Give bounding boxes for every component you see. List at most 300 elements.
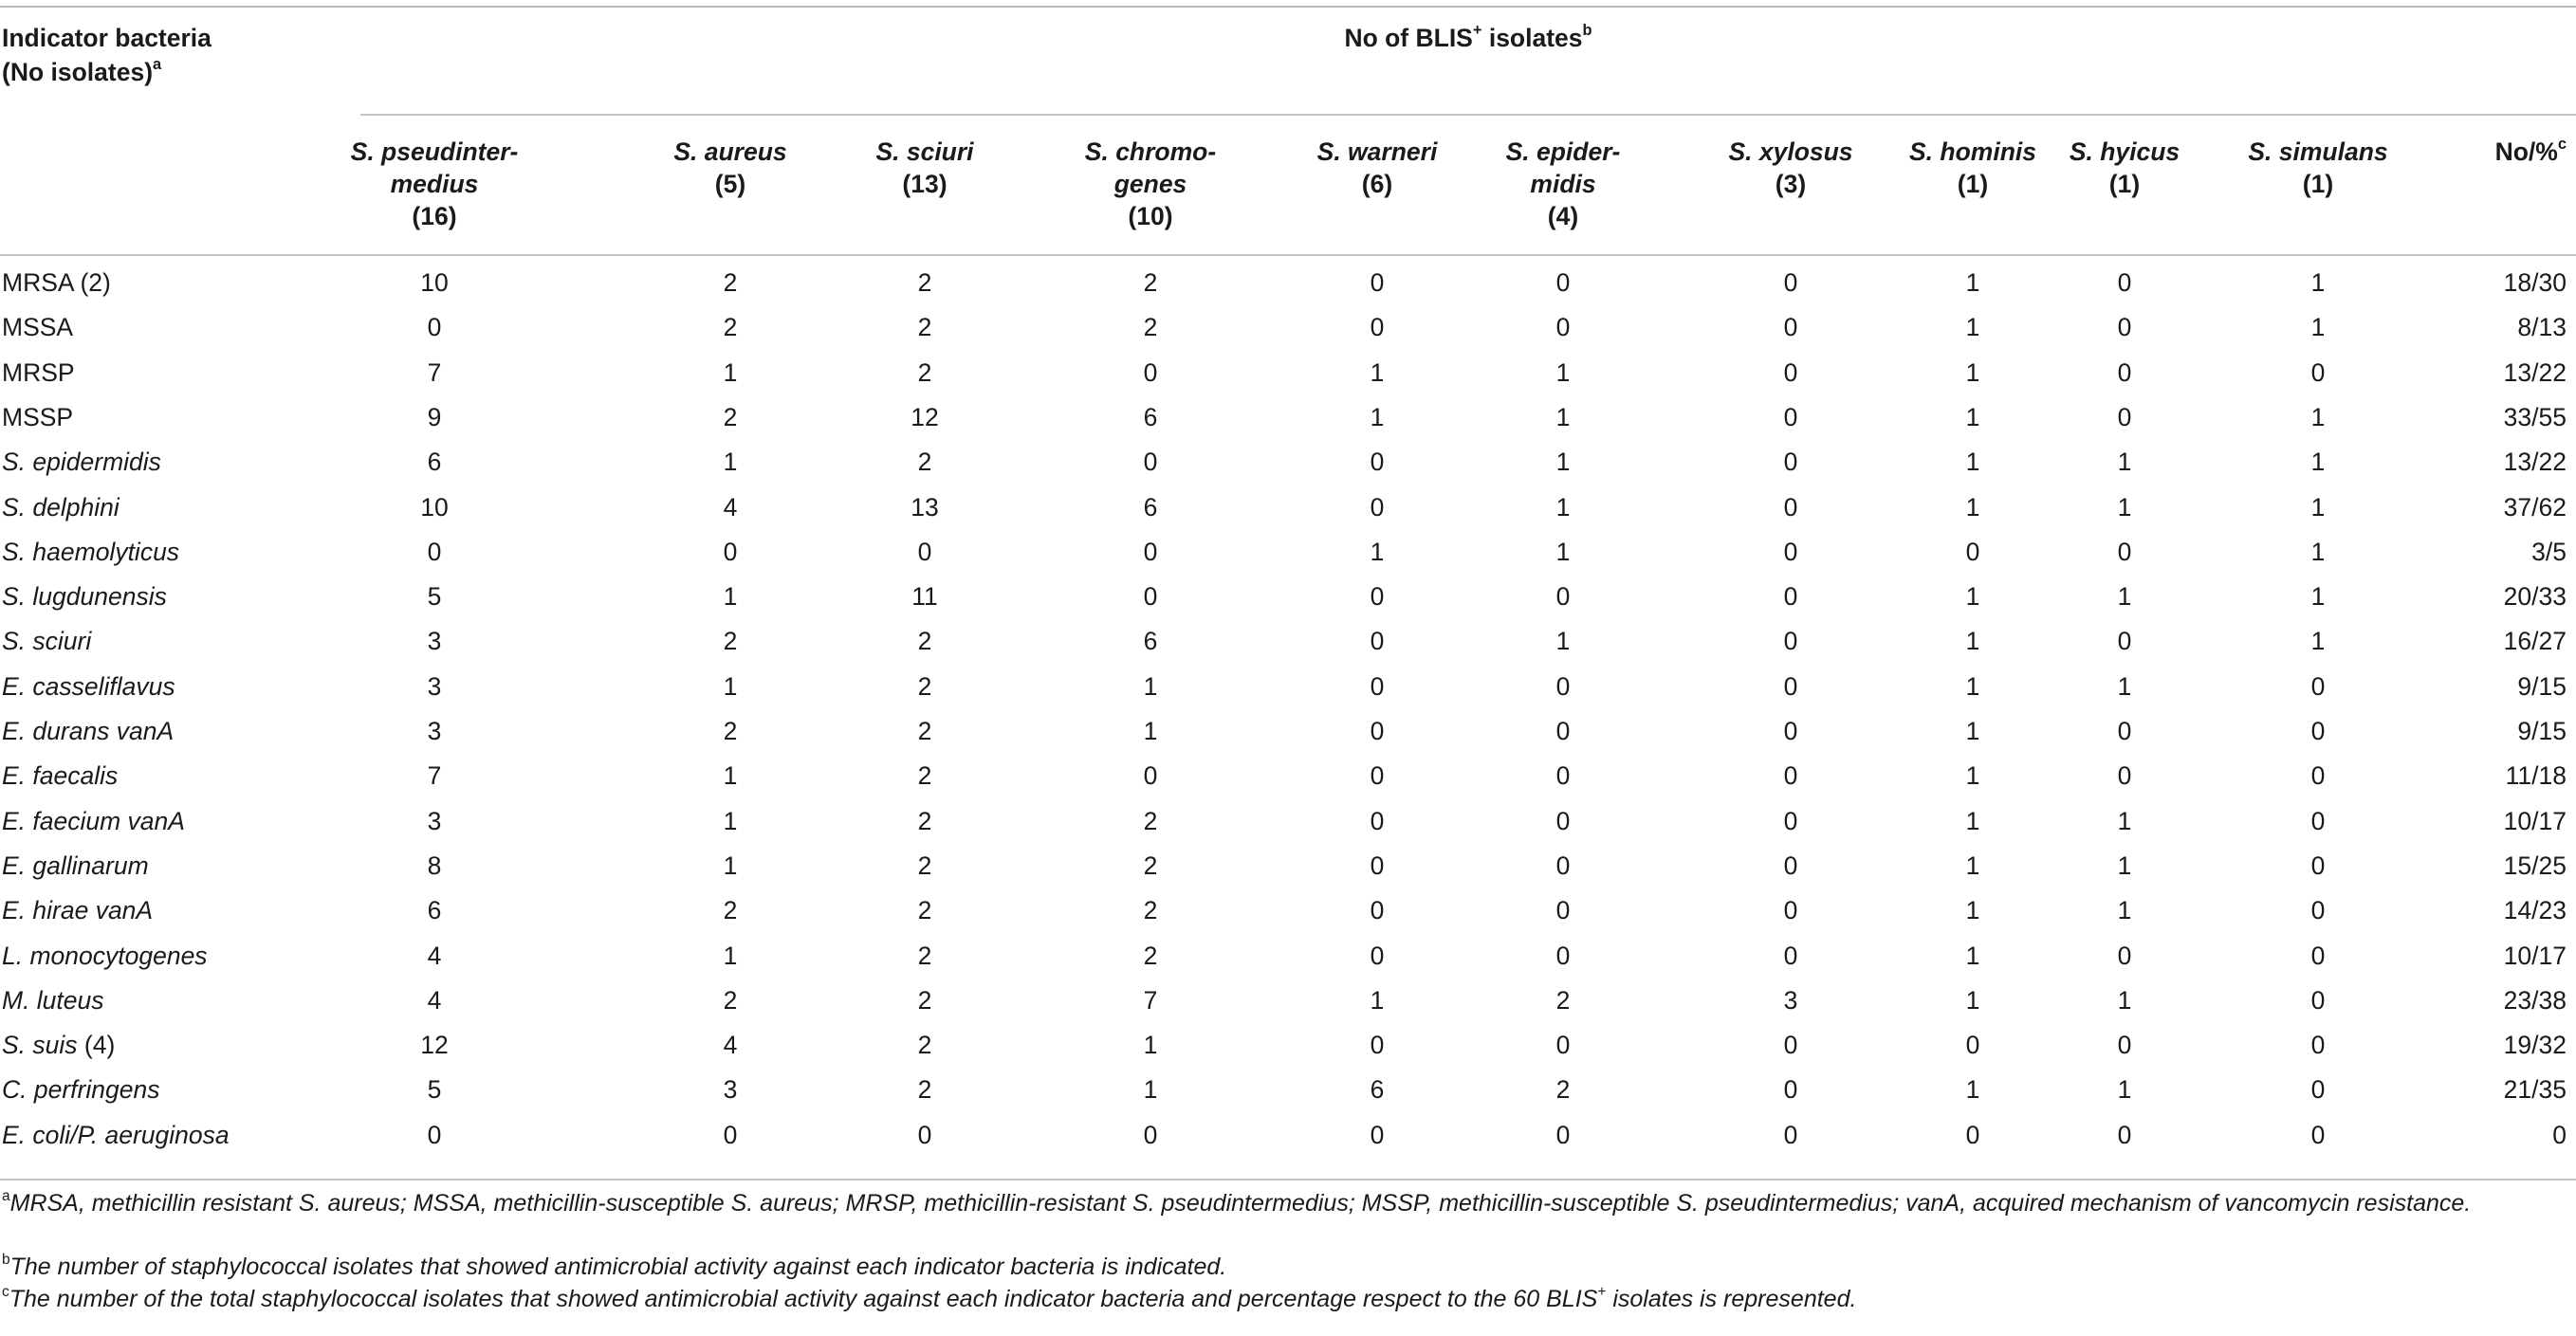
column-header-name: S. simulans bbox=[2248, 137, 2388, 166]
total-cell: 8/13 bbox=[2517, 313, 2567, 342]
table-cell: 1 bbox=[723, 582, 738, 612]
table-cell: 1 bbox=[2310, 313, 2326, 342]
table-cell: 1 bbox=[2117, 985, 2132, 1015]
table-cell: 0 bbox=[2117, 537, 2132, 566]
table-cell: 1 bbox=[1143, 1075, 1158, 1105]
table-cell: 3 bbox=[427, 671, 442, 701]
column-header bbox=[2209, 136, 2427, 200]
table-cell: 0 bbox=[2310, 1120, 2326, 1149]
table-row bbox=[0, 486, 2576, 531]
table-cell: 0 bbox=[1370, 627, 1385, 656]
table-cell: 1 bbox=[2310, 268, 2326, 297]
table-cell: 0 bbox=[2117, 717, 2132, 745]
table-cell: 3 bbox=[1783, 985, 1798, 1015]
footnote-c-plus: + bbox=[1597, 1283, 1607, 1300]
table-cell: 0 bbox=[1783, 492, 1798, 522]
footnote-mark-b: b bbox=[1582, 22, 1592, 40]
table-cell: 2 bbox=[723, 402, 738, 431]
table-cell: 1 bbox=[2310, 402, 2326, 431]
row-label bbox=[2, 1121, 230, 1150]
table-cell: 2 bbox=[917, 313, 932, 342]
table-cell: 1 bbox=[1555, 357, 1571, 387]
row-label-count: (2) bbox=[73, 268, 111, 297]
column-header-count: (6) bbox=[1361, 170, 1393, 198]
table-cell: 0 bbox=[1370, 1031, 1385, 1060]
table-cell: 1 bbox=[1965, 717, 1980, 745]
table-cell: 9 bbox=[427, 402, 442, 431]
footnote-mark-a: a bbox=[153, 56, 162, 74]
header-bottom-rule bbox=[0, 254, 2576, 256]
column-header-name-cont: midis bbox=[1530, 170, 1596, 198]
table-cell: 1 bbox=[1965, 268, 1980, 297]
row-label-name: MSSA bbox=[2, 313, 74, 342]
table-cell: 0 bbox=[427, 313, 442, 342]
table-row bbox=[0, 576, 2576, 620]
table-cell: 0 bbox=[1555, 582, 1571, 612]
table-cell: 0 bbox=[1783, 717, 1798, 745]
table-cell: 0 bbox=[1370, 671, 1385, 701]
table-cell: 5 bbox=[427, 1075, 442, 1105]
group-header-plus: + bbox=[1472, 22, 1482, 40]
table-cell: 1 bbox=[1143, 1031, 1158, 1060]
table-cell: 0 bbox=[1783, 627, 1798, 656]
row-label-name: E. faecalis bbox=[2, 761, 119, 791]
table-cell: 0 bbox=[427, 1120, 442, 1149]
row-label bbox=[2, 403, 73, 432]
table-cell: 6 bbox=[1143, 492, 1158, 522]
total-cell: 20/33 bbox=[2503, 582, 2567, 612]
table-cell: 1 bbox=[723, 671, 738, 701]
table-cell: 1 bbox=[723, 806, 738, 835]
column-header bbox=[1454, 136, 1672, 232]
table-cell: 2 bbox=[917, 671, 932, 701]
table-cell: 0 bbox=[1370, 313, 1385, 342]
table-row bbox=[0, 262, 2576, 306]
table-cell: 0 bbox=[1370, 896, 1385, 925]
total-cell: 14/23 bbox=[2503, 896, 2567, 925]
table-bottom-rule bbox=[0, 1179, 2576, 1180]
footnote-b-text: The number of staphylococcal isolates that showed antimicrobial activity against each indicator bacteria is indicated. bbox=[9, 1254, 1227, 1280]
row-label bbox=[2, 627, 91, 656]
table-cell: 1 bbox=[2117, 582, 2132, 612]
table-cell: 2 bbox=[1143, 896, 1158, 925]
table-cell: 0 bbox=[1965, 537, 1980, 566]
table-cell: 6 bbox=[1143, 402, 1158, 431]
row-header bbox=[2, 21, 212, 89]
row-label-name: S. haemolyticus bbox=[2, 537, 180, 566]
table-cell: 1 bbox=[1965, 492, 1980, 522]
table-cell: 0 bbox=[2310, 851, 2326, 880]
table-cell: 0 bbox=[1783, 806, 1798, 835]
table-cell: 1 bbox=[1555, 402, 1571, 431]
table-cell: 1 bbox=[1555, 627, 1571, 656]
table-cell: 0 bbox=[1370, 448, 1385, 477]
table-cell: 0 bbox=[2310, 1031, 2326, 1060]
table-cell: 0 bbox=[1783, 402, 1798, 431]
table-cell: 0 bbox=[1143, 537, 1158, 566]
total-cell: 15/25 bbox=[2503, 851, 2567, 880]
table-cell: 2 bbox=[917, 1031, 932, 1060]
total-cell: 13/22 bbox=[2503, 357, 2567, 387]
table-cell: 0 bbox=[1555, 896, 1571, 925]
table-cell: 1 bbox=[1965, 941, 1980, 970]
table-row bbox=[0, 889, 2576, 934]
table-cell: 1 bbox=[1370, 357, 1385, 387]
table-row bbox=[0, 1024, 2576, 1069]
table-cell: 1 bbox=[1965, 851, 1980, 880]
table-cell: 2 bbox=[723, 896, 738, 925]
table-cell: 2 bbox=[1555, 1075, 1571, 1105]
row-label bbox=[2, 493, 120, 522]
table-cell: 1 bbox=[1965, 582, 1980, 612]
row-label bbox=[2, 358, 75, 388]
table-cell: 0 bbox=[2310, 941, 2326, 970]
group-header-label: No of BLIS bbox=[1344, 24, 1473, 52]
table-cell: 0 bbox=[1965, 1031, 1980, 1060]
table-cell: 2 bbox=[917, 717, 932, 745]
table-cell: 0 bbox=[1783, 896, 1798, 925]
column-header-count: (3) bbox=[1775, 170, 1807, 198]
table-cell: 2 bbox=[917, 941, 932, 970]
table-row bbox=[0, 306, 2576, 351]
table-cell: 1 bbox=[1143, 717, 1158, 745]
table-cell: 0 bbox=[2117, 761, 2132, 791]
table-cell: 2 bbox=[1143, 268, 1158, 297]
row-label-count: (4) bbox=[77, 1031, 116, 1060]
total-cell: 0 bbox=[2552, 1120, 2567, 1149]
table-cell: 0 bbox=[2117, 627, 2132, 656]
table-cell: 12 bbox=[420, 1031, 449, 1060]
table-cell: 0 bbox=[1555, 941, 1571, 970]
row-label bbox=[2, 268, 111, 298]
table-cell: 2 bbox=[723, 313, 738, 342]
column-header-count: (10) bbox=[1128, 202, 1173, 230]
table-cell: 1 bbox=[1965, 357, 1980, 387]
table-cell: 0 bbox=[1783, 671, 1798, 701]
row-label-name: MRSA bbox=[2, 268, 74, 297]
table-row bbox=[0, 935, 2576, 979]
table-cell: 1 bbox=[2117, 806, 2132, 835]
total-cell: 21/35 bbox=[2503, 1075, 2567, 1105]
row-label-name: M. luteus bbox=[2, 985, 104, 1015]
row-label-name: S. sciuri bbox=[2, 627, 92, 656]
table-cell: 2 bbox=[917, 985, 932, 1015]
table-cell: 0 bbox=[1555, 717, 1571, 745]
table-cell: 1 bbox=[1555, 537, 1571, 566]
table-cell: 0 bbox=[1555, 851, 1571, 880]
total-cell: 11/18 bbox=[2505, 761, 2567, 791]
table-cell: 0 bbox=[2117, 1120, 2132, 1149]
table-cell: 0 bbox=[1370, 1120, 1385, 1149]
table-cell: 13 bbox=[911, 492, 939, 522]
column-header-name: S. epider- bbox=[1505, 137, 1621, 166]
table-cell: 1 bbox=[2310, 537, 2326, 566]
row-label bbox=[2, 313, 73, 342]
table-cell: 6 bbox=[1143, 627, 1158, 656]
table-cell: 2 bbox=[723, 985, 738, 1015]
table-cell: 1 bbox=[2117, 448, 2132, 477]
table-cell: 0 bbox=[1555, 313, 1571, 342]
table-cell: 0 bbox=[917, 537, 932, 566]
column-header-name: S. chromo- bbox=[1084, 137, 1217, 166]
table-cell: 6 bbox=[1370, 1075, 1385, 1105]
table-cell: 1 bbox=[1555, 492, 1571, 522]
table-cell: 1 bbox=[723, 761, 738, 791]
row-label-name: S. epidermidis bbox=[2, 448, 161, 477]
table-row bbox=[0, 755, 2576, 799]
row-label bbox=[2, 851, 149, 881]
table-cell: 0 bbox=[1783, 582, 1798, 612]
table-cell: 8 bbox=[427, 851, 442, 880]
row-label-name: E. casseliflavus bbox=[2, 671, 175, 701]
table-row bbox=[0, 531, 2576, 576]
table-cell: 1 bbox=[2117, 492, 2132, 522]
table-cell: 0 bbox=[1783, 313, 1798, 342]
table-cell: 0 bbox=[917, 1120, 932, 1149]
table-cell: 0 bbox=[1783, 851, 1798, 880]
table-cell: 12 bbox=[911, 402, 939, 431]
table-cell: 2 bbox=[917, 806, 932, 835]
table-row bbox=[0, 710, 2576, 755]
row-label-name: E. coli/P. aeruginosa bbox=[2, 1120, 230, 1149]
footnote-b-mark: b bbox=[2, 1251, 10, 1268]
table-cell: 0 bbox=[1370, 851, 1385, 880]
table-cell: 1 bbox=[1370, 402, 1385, 431]
table-cell: 0 bbox=[2310, 671, 2326, 701]
group-rule bbox=[360, 114, 2576, 116]
table-cell: 0 bbox=[1143, 357, 1158, 387]
column-header-count: (1) bbox=[1957, 170, 1989, 198]
row-label bbox=[2, 1031, 115, 1060]
table-cell: 2 bbox=[917, 896, 932, 925]
table-cell: 2 bbox=[917, 268, 932, 297]
table-cell: 0 bbox=[1783, 1120, 1798, 1149]
column-header bbox=[325, 136, 543, 232]
table-cell: 0 bbox=[1370, 582, 1385, 612]
table-cell: 1 bbox=[1965, 806, 1980, 835]
table-cell: 0 bbox=[2117, 313, 2132, 342]
row-label bbox=[2, 986, 104, 1016]
table-cell: 2 bbox=[917, 851, 932, 880]
table-cell: 10 bbox=[420, 492, 449, 522]
row-label bbox=[2, 942, 208, 971]
table-cell: 2 bbox=[1143, 806, 1158, 835]
footnote-c-text: The number of the total staphylococcal isolates that showed antimicrobial activity against each indicator bacteria and percentage respect to the 60 BLIS bbox=[9, 1286, 1598, 1312]
total-cell: 9/15 bbox=[2517, 671, 2567, 701]
table-cell: 2 bbox=[723, 268, 738, 297]
table-cell: 0 bbox=[1143, 448, 1158, 477]
footnote-a bbox=[2, 1188, 2572, 1219]
total-cell: 18/30 bbox=[2503, 268, 2567, 297]
table-cell: 11 bbox=[911, 582, 938, 612]
total-cell: 23/38 bbox=[2503, 985, 2567, 1015]
table-row bbox=[0, 666, 2576, 710]
table-cell: 7 bbox=[427, 357, 442, 387]
table-cell: 1 bbox=[1965, 448, 1980, 477]
column-header-name-cont: medius bbox=[390, 170, 479, 198]
row-label-name: E. durans vanA bbox=[2, 717, 175, 745]
table-cell: 0 bbox=[2310, 357, 2326, 387]
table-cell: 1 bbox=[2117, 671, 2132, 701]
column-header-name: S. hominis bbox=[1909, 137, 2036, 166]
table-cell: 0 bbox=[1555, 671, 1571, 701]
table-cell: 0 bbox=[1370, 492, 1385, 522]
group-header-tail: isolates bbox=[1481, 24, 1583, 52]
table-cell: 2 bbox=[917, 448, 932, 477]
table-cell: 7 bbox=[427, 761, 442, 791]
total-cell: 9/15 bbox=[2517, 717, 2567, 745]
column-header-count: (5) bbox=[714, 170, 746, 198]
top-rule bbox=[0, 6, 2576, 8]
row-label bbox=[2, 896, 153, 925]
column-header bbox=[2015, 136, 2234, 200]
table-cell: 0 bbox=[2117, 268, 2132, 297]
column-header-count: (1) bbox=[2302, 170, 2334, 198]
row-label-name: MRSP bbox=[2, 357, 75, 387]
row-label-name: S. lugdunensis bbox=[2, 582, 167, 612]
table-cell: 0 bbox=[2310, 985, 2326, 1015]
column-header-name: S. pseudinter- bbox=[350, 137, 519, 166]
table-cell: 1 bbox=[723, 357, 738, 387]
table-cell: 0 bbox=[1370, 941, 1385, 970]
table-cell: 0 bbox=[2310, 806, 2326, 835]
column-header-name-cont: genes bbox=[1113, 170, 1187, 198]
table-row bbox=[0, 1069, 2576, 1113]
row-label-name: S. delphini bbox=[2, 492, 120, 522]
footnote-mark-c: c bbox=[2557, 136, 2567, 154]
row-label-name: MSSP bbox=[2, 402, 74, 431]
column-header-name: S. warneri bbox=[1316, 137, 1438, 166]
table-row bbox=[0, 620, 2576, 665]
row-label-name: S. suis bbox=[2, 1031, 78, 1060]
table-cell: 2 bbox=[1143, 313, 1158, 342]
table-cell: 1 bbox=[723, 851, 738, 880]
row-label bbox=[2, 1075, 159, 1105]
table-row bbox=[0, 1114, 2576, 1159]
table-cell: 0 bbox=[1783, 1075, 1798, 1105]
table-row bbox=[0, 979, 2576, 1024]
table-cell: 0 bbox=[1143, 761, 1158, 791]
table-cell: 1 bbox=[1965, 671, 1980, 701]
table-cell: 5 bbox=[427, 582, 442, 612]
table-cell: 0 bbox=[1783, 448, 1798, 477]
row-header-line2: (No isolates) bbox=[2, 58, 154, 86]
table-cell: 1 bbox=[1965, 402, 1980, 431]
table-cell: 0 bbox=[1783, 761, 1798, 791]
table-cell: 2 bbox=[723, 717, 738, 745]
table-cell: 0 bbox=[1143, 582, 1158, 612]
table-cell: 1 bbox=[2117, 896, 2132, 925]
table-cell: 0 bbox=[1555, 1031, 1571, 1060]
table-cell: 1 bbox=[1965, 985, 1980, 1015]
total-cell: 3/5 bbox=[2531, 537, 2567, 566]
table-cell: 1 bbox=[1143, 671, 1158, 701]
column-header bbox=[621, 136, 839, 200]
footnote-a-mark: a bbox=[2, 1187, 10, 1204]
table-cell: 0 bbox=[723, 1120, 738, 1149]
row-label-name: L. monocytogenes bbox=[2, 941, 208, 970]
table-row bbox=[0, 800, 2576, 845]
footnote-c-mark: c bbox=[2, 1283, 9, 1300]
footnote-c bbox=[2, 1284, 2572, 1315]
column-header-count: (16) bbox=[412, 202, 457, 230]
table-cell: 0 bbox=[2310, 1075, 2326, 1105]
table-cell: 2 bbox=[723, 627, 738, 656]
table-cell: 4 bbox=[723, 492, 738, 522]
footnote-b bbox=[2, 1252, 2572, 1283]
table-cell: 2 bbox=[1143, 851, 1158, 880]
table-cell: 3 bbox=[427, 806, 442, 835]
table-cell: 1 bbox=[2310, 627, 2326, 656]
table-cell: 2 bbox=[917, 357, 932, 387]
table-row bbox=[0, 441, 2576, 485]
table-cell: 1 bbox=[1965, 313, 1980, 342]
column-header-count: (1) bbox=[2108, 170, 2141, 198]
table-cell: 0 bbox=[1783, 268, 1798, 297]
table-cell: 0 bbox=[427, 537, 442, 566]
table-cell: 0 bbox=[1370, 717, 1385, 745]
table-cell: 0 bbox=[723, 537, 738, 566]
table-cell: 0 bbox=[2310, 761, 2326, 791]
table-cell: 4 bbox=[723, 1031, 738, 1060]
table-cell: 1 bbox=[1370, 537, 1385, 566]
row-label-name: C. perfringens bbox=[2, 1075, 160, 1105]
column-header-name: S. hyicus bbox=[2069, 137, 2180, 166]
total-cell: 37/62 bbox=[2503, 492, 2567, 522]
table-row bbox=[0, 845, 2576, 889]
table-cell: 2 bbox=[917, 761, 932, 791]
table-cell: 2 bbox=[917, 1075, 932, 1105]
table-cell: 6 bbox=[427, 896, 442, 925]
table-cell: 0 bbox=[2117, 941, 2132, 970]
table-cell: 1 bbox=[723, 941, 738, 970]
table-cell: 0 bbox=[1370, 268, 1385, 297]
table-cell: 0 bbox=[1555, 1120, 1571, 1149]
column-header bbox=[816, 136, 1034, 200]
table-cell: 1 bbox=[1965, 1075, 1980, 1105]
row-label bbox=[2, 672, 175, 702]
table-cell: 6 bbox=[427, 448, 442, 477]
row-label bbox=[2, 448, 161, 477]
row-label-name: E. gallinarum bbox=[2, 851, 149, 880]
row-label bbox=[2, 717, 174, 746]
table-cell: 1 bbox=[1965, 761, 1980, 791]
table-cell: 1 bbox=[1370, 985, 1385, 1015]
table-cell: 0 bbox=[1555, 268, 1571, 297]
row-label bbox=[2, 761, 118, 791]
table-cell: 0 bbox=[1965, 1120, 1980, 1149]
row-label bbox=[2, 538, 179, 567]
table-cell: 0 bbox=[1783, 357, 1798, 387]
column-header-count: (4) bbox=[1547, 202, 1579, 230]
footnote-a-text: MRSA, methicillin resistant S. aureus; MSSA, methicillin-susceptible S. aureus; MRSP, methicillin-resistant S. pseudintermedius; MSSP, methicillin-susceptible S. pseudintermedius; vanA, acquired mechanism of vancomycin resistance. bbox=[9, 1190, 2472, 1217]
table-cell: 0 bbox=[2117, 357, 2132, 387]
row-label-name: E. hirae vanA bbox=[2, 896, 154, 925]
table-cell: 2 bbox=[1555, 985, 1571, 1015]
row-label-name: E. faecium vanA bbox=[2, 806, 185, 835]
row-label bbox=[2, 582, 167, 612]
table-cell: 0 bbox=[1370, 806, 1385, 835]
total-column-header bbox=[2453, 136, 2567, 168]
table-cell: 0 bbox=[1370, 761, 1385, 791]
table-cell: 3 bbox=[427, 717, 442, 745]
column-header-name: S. xylosus bbox=[1728, 137, 1853, 166]
row-label bbox=[2, 807, 185, 836]
total-cell: 16/27 bbox=[2503, 627, 2567, 656]
table-cell: 7 bbox=[1143, 985, 1158, 1015]
table-cell: 0 bbox=[2117, 1031, 2132, 1060]
table-cell: 0 bbox=[1783, 1031, 1798, 1060]
